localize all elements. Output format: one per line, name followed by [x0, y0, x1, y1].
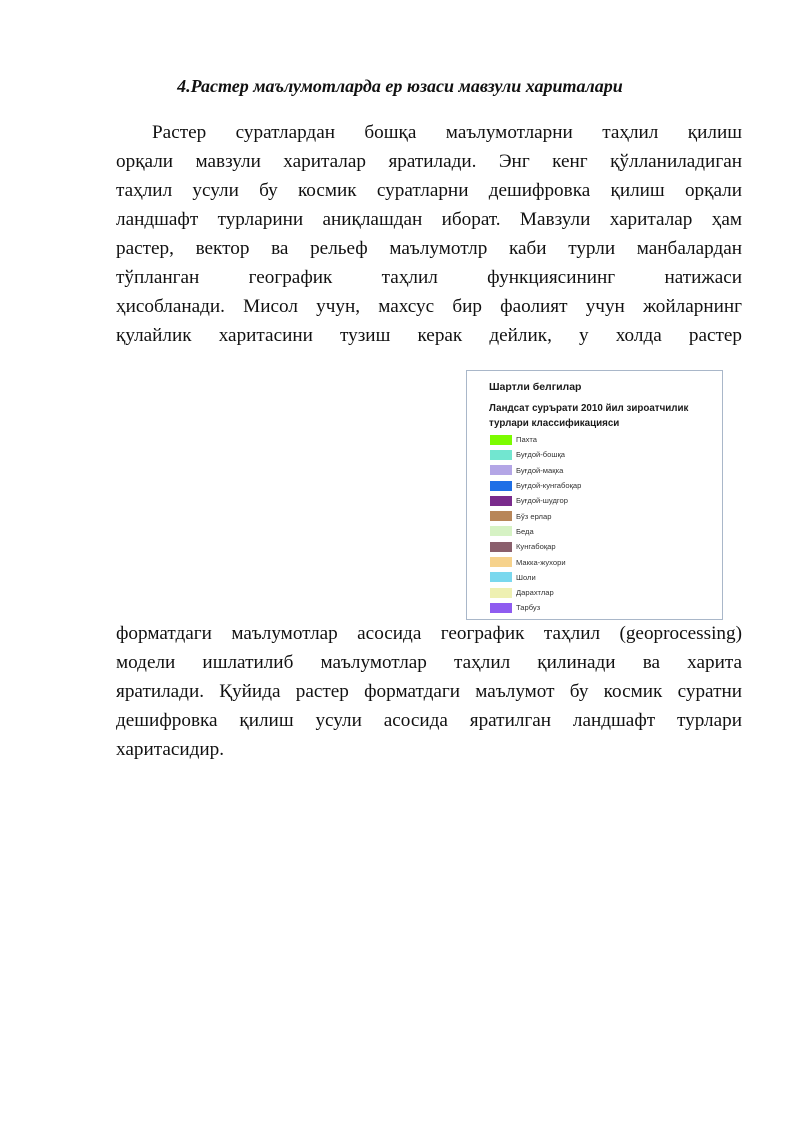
legend-item [490, 478, 581, 493]
text-line: тўпланган географик таҳлил функциясининг натижаси [116, 267, 742, 288]
legend-title: Шартли белгилар [489, 381, 582, 393]
legend-swatch [490, 496, 512, 506]
text-line: Растер суратлардан бошқа маълумотларни таҳлил қилиш [152, 122, 742, 143]
legend-item [490, 508, 581, 523]
legend-swatch [490, 588, 512, 598]
paragraph-intro [116, 118, 742, 350]
legend-swatch [490, 603, 512, 613]
legend-item-label: Буғдой-мақка [516, 465, 564, 475]
section-heading: 4.Растер маълумотларда ер юзаси мавзули хариталари [177, 76, 623, 96]
legend-item [490, 539, 581, 554]
text-line: форматдаги маълумотлар асосида географик таҳлил (geoprocessing) [116, 623, 742, 644]
legend-item [490, 524, 581, 539]
legend-list [490, 432, 581, 616]
legend-item-label: Буғдой-кунгабоқар [516, 481, 582, 491]
text-line: ҳисобланади. Мисол учун, махсус бир фаолият учун жойларнинг [116, 296, 742, 317]
legend-swatch [490, 542, 512, 552]
text-line: модели ишлатилиб маълумотлар таҳлил қилинади ва харита [116, 652, 742, 673]
legend-swatch [490, 435, 512, 445]
paragraph-continuation [116, 619, 742, 764]
text-line: дешифровка қилиш усули асосида яратилган ландшафт турлари [116, 710, 742, 731]
legend-item [490, 493, 581, 508]
legend-item-label: Макка-жухори [516, 557, 566, 567]
legend-swatch [490, 526, 512, 536]
legend-swatch [490, 572, 512, 582]
legend-item-label: Дарахтлар [516, 588, 554, 598]
legend-swatch [490, 450, 512, 460]
text-line: қулайлик харитасини тузиш керак дейлик, у холда растер [116, 325, 742, 346]
text-line: таҳлил усули бу космик суратларни дешифровка қилиш орқали [116, 180, 742, 201]
text-line: растер, вектор ва рельеф маълумотлр каби турли манбалардан [116, 238, 742, 259]
legend-item [490, 554, 581, 569]
legend-item-label: Тарбуз [516, 603, 541, 613]
legend-item [490, 585, 581, 600]
legend-item [490, 432, 581, 447]
legend-subtitle: Ландсат сурърати 2010 йил зироатчилик турлари классификацияси [489, 403, 689, 429]
legend-item [490, 447, 581, 462]
legend-item [490, 463, 581, 478]
legend-item-label: Кунгабоқар [516, 542, 556, 552]
legend-swatch [490, 557, 512, 567]
legend-swatch [490, 465, 512, 475]
legend-swatch [490, 511, 512, 521]
legend-item [490, 600, 581, 615]
legend-item-label: Бўз ерлар [516, 511, 552, 521]
legend-item-label: Пахта [516, 435, 538, 445]
legend-item-label: Беда [516, 526, 534, 536]
legend-item [490, 570, 581, 585]
text-line: орқали мавзули хариталар яратилади. Энг кенг қўлланиладиган [116, 151, 742, 172]
text-line: харитасидир. [116, 739, 225, 760]
legend-box [466, 370, 723, 620]
text-line: ландшафт турларини аниқлашдан иборат. Мавзули хариталар ҳам [116, 209, 742, 230]
legend-item-label: Буғдой-шудгор [516, 496, 568, 506]
text-line: яратилади. Қуйида растер форматдаги маълумот бу космик суратни [116, 681, 742, 702]
legend-swatch [490, 481, 512, 491]
legend-item-label: Буғдой-бошқа [516, 450, 566, 460]
legend-item-label: Шоли [516, 572, 536, 582]
